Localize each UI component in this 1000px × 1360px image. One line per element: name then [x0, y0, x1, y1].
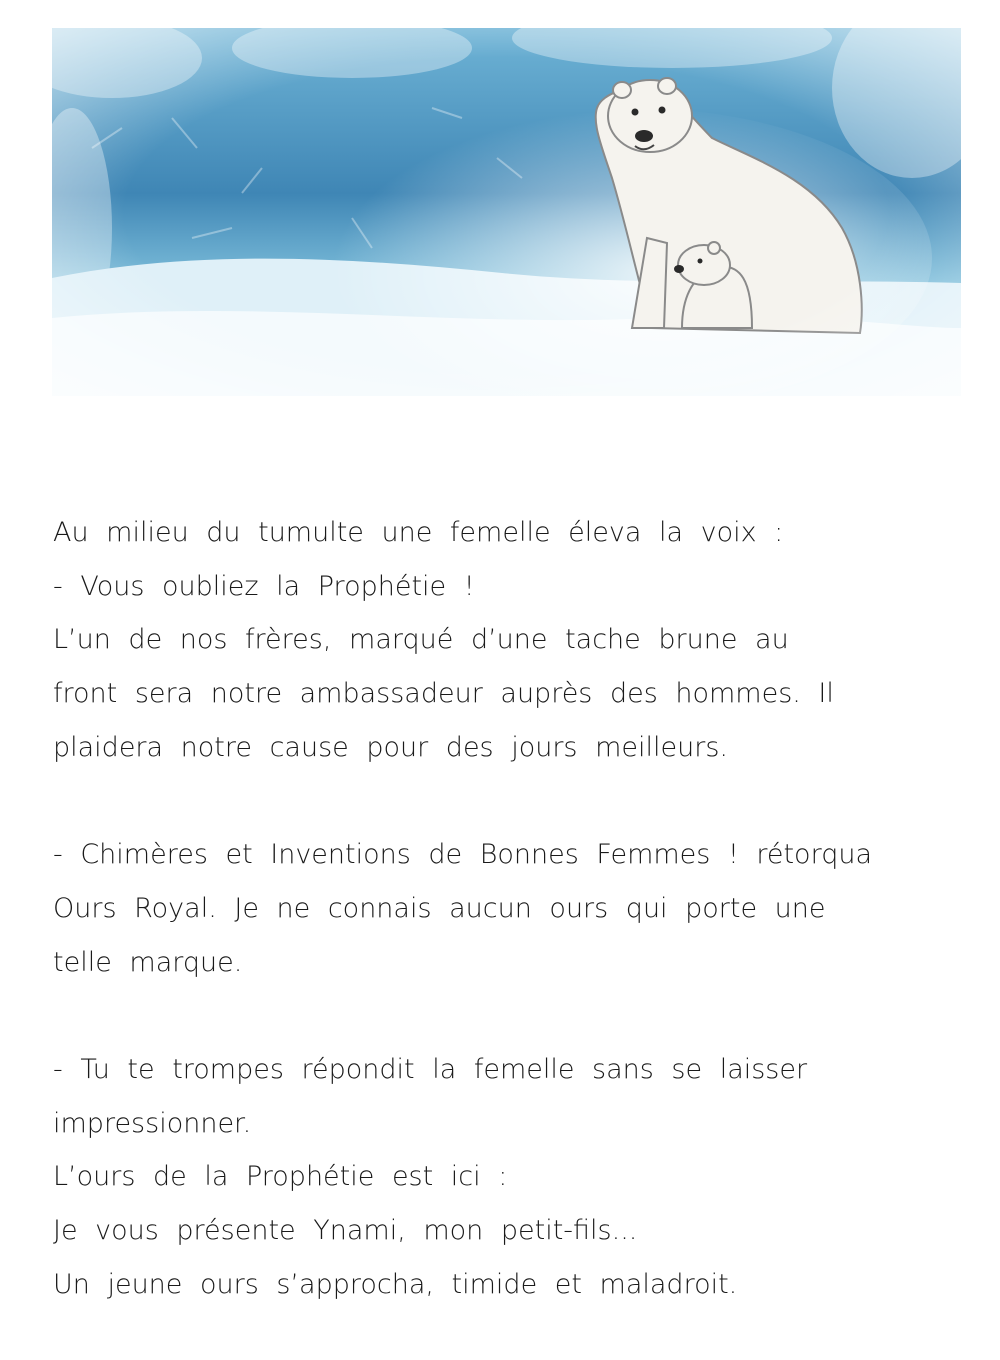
- story-line: Un jeune ours s’approcha, timide et maladroit.: [53, 1268, 738, 1300]
- paragraph-gap: [53, 989, 933, 1043]
- story-line: L’ours de la Prophétie est ici :: [53, 1161, 508, 1193]
- story-line: Au milieu du tumulte une femelle éleva la voix :: [53, 517, 784, 548]
- story-line: Ours Royal. Je ne connais aucun ours qui porte une: [53, 892, 826, 924]
- watercolor-ice-scene: [52, 28, 961, 396]
- story-line: front sera notre ambassadeur auprès des hommes. Il: [53, 678, 834, 710]
- story-line: L’un de nos frères, marqué d’une tache brune au: [53, 624, 789, 656]
- story-line: impressionner.: [53, 1107, 252, 1139]
- story-line: - Vous oubliez la Prophétie !: [53, 570, 475, 602]
- story-line: telle marque.: [53, 946, 243, 978]
- story-text: [53, 506, 933, 1312]
- polar-bear-illustration: [52, 28, 961, 396]
- story-line: - Tu te trompes répondit la femelle sans se laisser: [53, 1054, 808, 1085]
- story-line: - Chimères et Inventions de Bonnes Femmes ! rétorqua: [53, 839, 872, 871]
- paragraph-gap: [53, 775, 933, 829]
- story-line: Je vous présente Ynami, mon petit-fils...: [53, 1215, 638, 1247]
- story-line: plaidera notre cause pour des jours meilleurs.: [53, 731, 728, 763]
